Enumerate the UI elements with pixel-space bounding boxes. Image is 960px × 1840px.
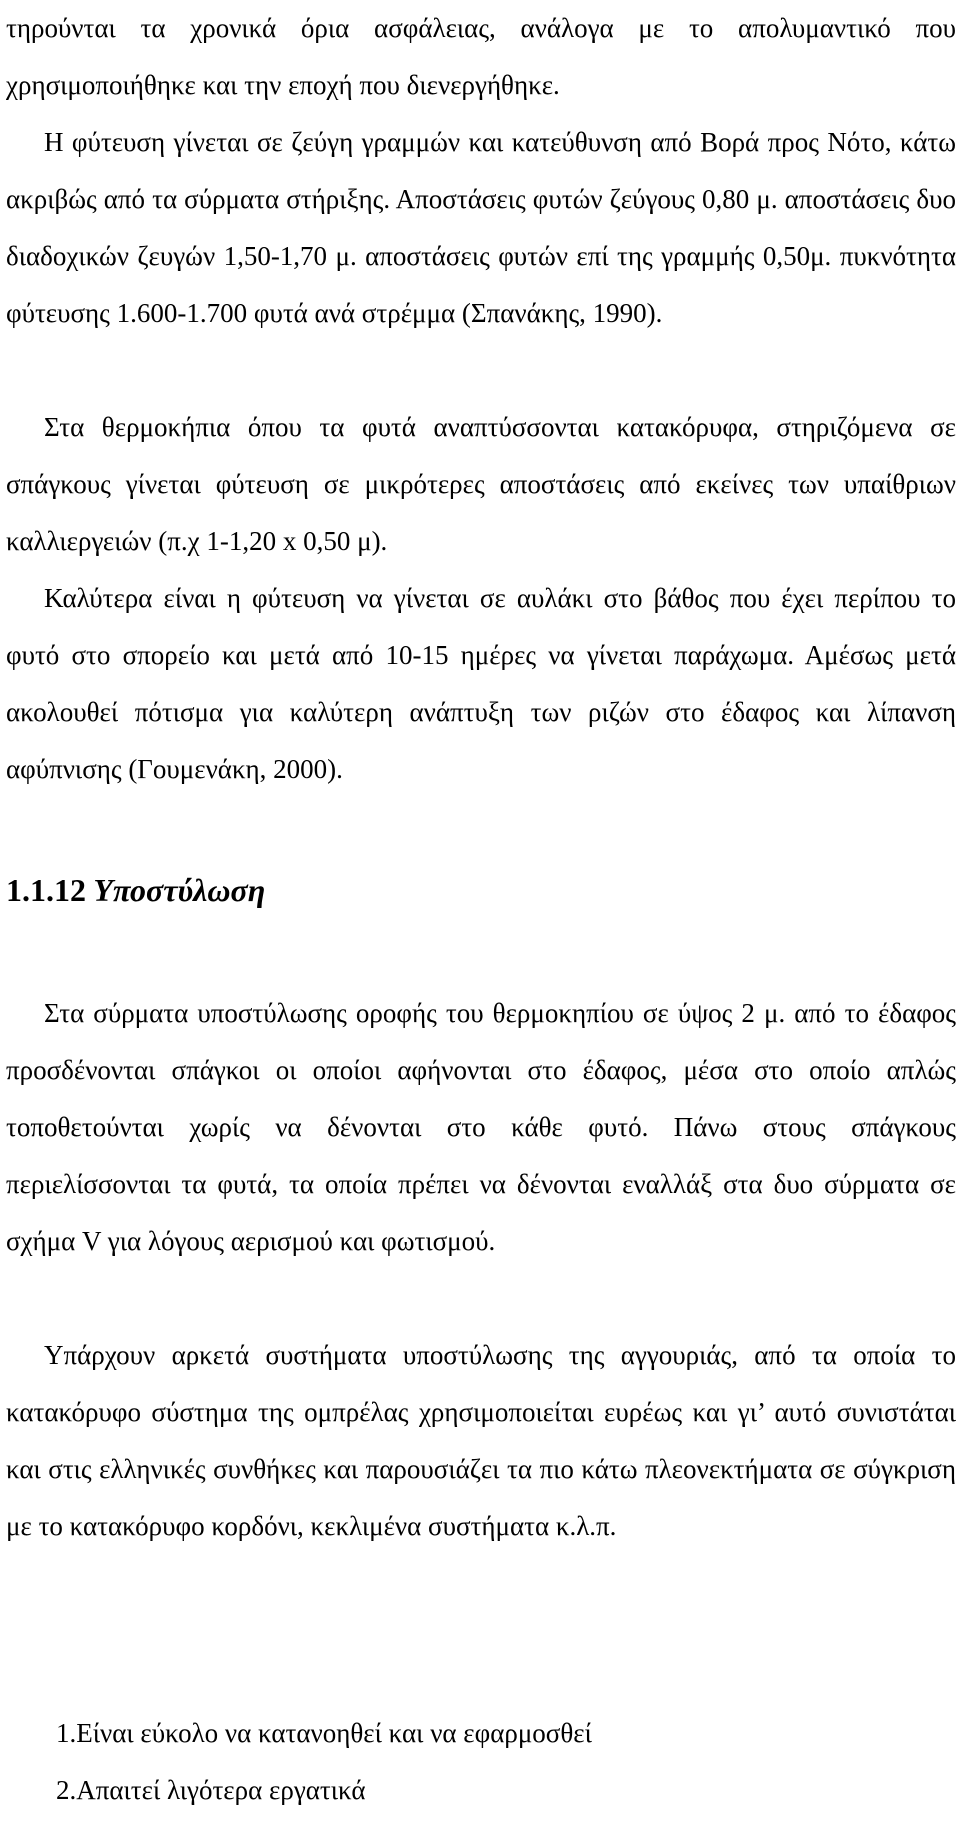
list-item: 1.Είναι εύκολο να κατανοηθεί και να εφαρμοσθεί <box>56 1718 592 1748</box>
paragraph-trellis-wires: Στα σύρματα υποστύλωσης οροφής του θερμοκηπίου σε ύψος 2 μ. από το έδαφος προσδένονται σπάγκοι οι οποίοι αφήνονται στο έδαφος, μέσα στο οποίο απλώς τοποθετούνται χωρίς να δένονται στο κάθε φυτό. Πάνω στους σπάγκους περιελίσσονται τα φυτά, τα οποία πρέπει να δένονται εναλλάξ στα δυο σύρματα σε σχήμα V για λόγους αερισμού και φωτισμού. <box>6 998 956 1256</box>
advantages-list <box>56 1705 592 1819</box>
list-item: 2.Απαιτεί λιγότερα εργατικά <box>56 1775 366 1805</box>
section-number: 1.1.12 <box>6 872 86 908</box>
paragraph-planting-layout: Η φύτευση γίνεται σε ζεύγη γραμμών και κατεύθυνση από Βορά προς Νότο, κάτω ακριβώς από τα σύρματα στήριξης. Αποστάσεις φυτών ζεύγους 0,80 μ. αποστάσεις δυο διαδοχικών ζευγών 1,50-1,70 μ. αποστάσεις φυτών επί της γραμμής 0,50μ. πυκνότητα φύτευσης 1.600-1.700 φυτά ανά στρέμμα (Σπανάκης, 1990). <box>6 127 956 328</box>
paragraph-umbrella-system: Υπάρχουν αρκετά συστήματα υποστύλωσης της αγγουριάς, από τα οποία το κατακόρυφο σύστημα της ομπρέλας χρησιμοποιείται ευρέως και γι’ αυτό συνιστάται και στις ελληνικές συνθήκες και παρουσιάζει τα πιο κάτω πλεονεκτήματα σε σύγκριση με το κατακόρυφο κορδόνι, κεκλιμένα συστήματα κ.λ.π. <box>6 1340 956 1541</box>
paragraph-furrow-planting: Καλύτερα είναι η φύτευση να γίνεται σε αυλάκι στο βάθος που έχει περίπου το φυτό στο σπορείο και μετά από 10-15 ημέρες να γίνεται παράχωμα. Αμέσως μετά ακολουθεί πότισμα για καλύτερη ανάπτυξη των ριζών στο έδαφος και λίπανση αφύπνισης (Γουμενάκη, 2000). <box>6 583 956 784</box>
section-title: Υποστύλωση <box>93 872 266 908</box>
paragraph-continuation: τηρούνται τα χρονικά όρια ασφάλειας, ανάλογα με το απολυμαντικό που χρησιμοποιήθηκε και την εποχή που διενεργήθηκε. <box>6 13 956 100</box>
paragraph-greenhouse-spacing: Στα θερμοκήπια όπου τα φυτά αναπτύσσονται κατακόρυφα, στηριζόμενα σε σπάγκους γίνεται φύτευση σε μικρότερες αποστάσεις από εκείνες των υπαίθριων καλλιεργειών (π.χ 1-1,20 x 0,50 μ). <box>6 412 956 556</box>
section-heading <box>6 860 265 920</box>
